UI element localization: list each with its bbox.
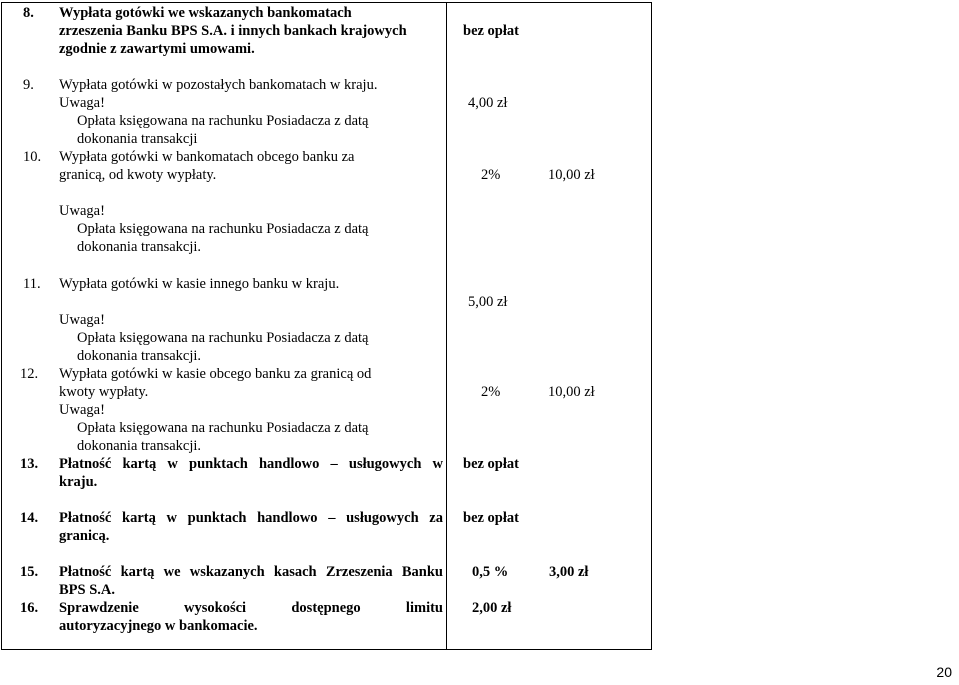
row-text: Wypłata gotówki w bankomatach obcego banku za	[59, 149, 355, 165]
row-text: Płatność kartą w punktach handlowo – usługowych za	[59, 510, 443, 526]
row-number: 10.	[23, 149, 42, 165]
fee-minimum: 3,00 zł	[549, 564, 589, 580]
fee-value: 2,00 zł	[472, 600, 512, 616]
row-text: Sprawdzenie wysokości dostępnego limitu	[59, 600, 443, 616]
row-text: zrzeszenia Banku BPS S.A. i innych bankach krajowych	[59, 23, 407, 39]
row-note-text: Opłata księgowana na rachunku Posiadacza z datą	[77, 330, 369, 346]
row-note-text: Opłata księgowana na rachunku Posiadacza z datą	[77, 420, 369, 436]
row-note-label: Uwaga!	[59, 95, 105, 111]
row-note-label: Uwaga!	[59, 402, 105, 418]
row-text: granicą, od kwoty wypłaty.	[59, 167, 217, 183]
row-number: 14.	[20, 510, 39, 526]
row-number: 16.	[20, 600, 39, 616]
page-number: 20	[936, 664, 952, 680]
row-note-text: Opłata księgowana na rachunku Posiadacza z datą	[77, 113, 369, 129]
fee-value: bez opłat	[463, 23, 519, 39]
row-text: autoryzacyjnego w bankomacie.	[59, 618, 258, 634]
fee-percent: 2%	[481, 167, 501, 183]
row-note-text: dokonania transakcji.	[77, 239, 202, 255]
row-number: 11.	[23, 276, 41, 292]
row-text: Wypłata gotówki w kasie innego banku w kraju.	[59, 276, 340, 292]
fee-minimum: 10,00 zł	[548, 167, 595, 183]
column-divider	[446, 2, 447, 650]
row-text: zgodnie z zawartymi umowami.	[59, 41, 255, 57]
fee-value: bez opłat	[463, 510, 519, 526]
fee-value: 5,00 zł	[468, 294, 508, 310]
row-note-label: Uwaga!	[59, 312, 105, 328]
row-number: 13.	[20, 456, 39, 472]
row-text: kwoty wypłaty.	[59, 384, 149, 400]
row-text: Płatność kartą we wskazanych kasach Zrzeszenia Banku	[59, 564, 443, 580]
row-note-text: dokonania transakcji	[77, 131, 198, 147]
row-text: Wypłata gotówki we wskazanych bankomatach	[59, 5, 352, 21]
row-note-text: Opłata księgowana na rachunku Posiadacza z datą	[77, 221, 369, 237]
row-number: 12.	[20, 366, 39, 382]
row-text: BPS S.A.	[59, 582, 116, 598]
row-note-text: dokonania transakcji.	[77, 348, 202, 364]
row-number: 15.	[20, 564, 39, 580]
row-note-text: dokonania transakcji.	[77, 438, 202, 454]
row-text: kraju.	[59, 474, 98, 490]
row-number: 8.	[23, 5, 34, 21]
row-text: Płatność kartą w punktach handlowo – usługowych w	[59, 456, 443, 472]
row-text: granicą.	[59, 528, 110, 544]
row-text: Wypłata gotówki w kasie obcego banku za granicą od	[59, 366, 372, 382]
row-text: Wypłata gotówki w pozostałych bankomatach w kraju.	[59, 77, 378, 93]
fee-percent: 2%	[481, 384, 501, 400]
fee-minimum: 10,00 zł	[548, 384, 595, 400]
fee-value: 4,00 zł	[468, 95, 508, 111]
row-note-label: Uwaga!	[59, 203, 105, 219]
fee-value: bez opłat	[463, 456, 519, 472]
fee-percent: 0,5 %	[472, 564, 509, 580]
row-number: 9.	[23, 77, 34, 93]
